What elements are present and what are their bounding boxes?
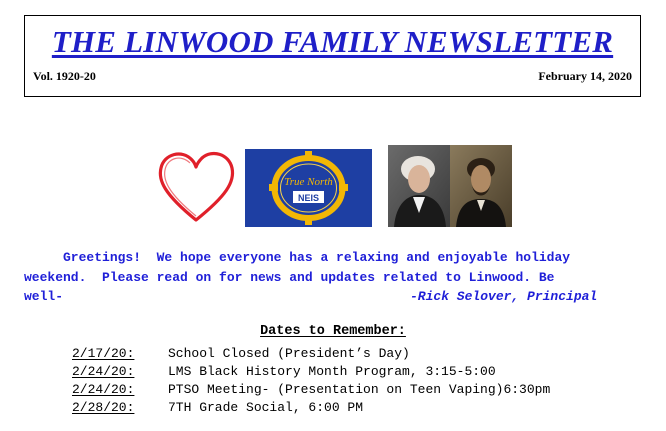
event-description: 7TH Grade Social, 6:00 PM — [168, 400, 364, 415]
event-description: School Closed (President’s Day) — [168, 346, 410, 361]
event-description: LMS Black History Month Program, 3:15-5:00 — [168, 364, 496, 379]
true-north-logo — [245, 149, 372, 227]
event-description: PTSO Meeting- (Presentation on Teen Vaping)6:30pm — [168, 382, 551, 397]
list-item — [72, 346, 410, 361]
masthead — [24, 15, 641, 97]
list-item — [72, 382, 550, 397]
greeting-line-1: Greetings! We hope everyone has a relaxing and enjoyable holiday — [24, 250, 571, 265]
list-item — [72, 364, 496, 379]
greeting-line-3: well- — [24, 289, 64, 304]
dates-heading: Dates to Remember: — [260, 324, 406, 339]
logo-subtext: NEIS — [297, 193, 320, 203]
volume-number: Vol. 1920-20 — [33, 69, 96, 83]
event-date: 2/24/20: — [72, 382, 135, 397]
heart-image — [156, 146, 236, 226]
logo-text: True North — [284, 176, 333, 188]
event-date: 2/17/20: — [72, 346, 135, 361]
portrait-image — [388, 145, 512, 227]
list-item — [72, 400, 363, 415]
principal-signature: -Rick Selover, Principal — [410, 289, 598, 304]
newsletter-title: THE LINWOOD FAMILY NEWSLETTER — [51, 24, 614, 59]
issue-date: February 14, 2020 — [538, 69, 632, 83]
greeting-line-2: weekend. Please read on for news and updates related to Linwood. Be — [24, 269, 555, 285]
event-date: 2/24/20: — [72, 364, 135, 379]
greeting-message — [24, 248, 646, 307]
compass-icon — [245, 149, 372, 227]
event-date: 2/28/20: — [72, 400, 135, 415]
presidents-portraits — [388, 145, 512, 227]
